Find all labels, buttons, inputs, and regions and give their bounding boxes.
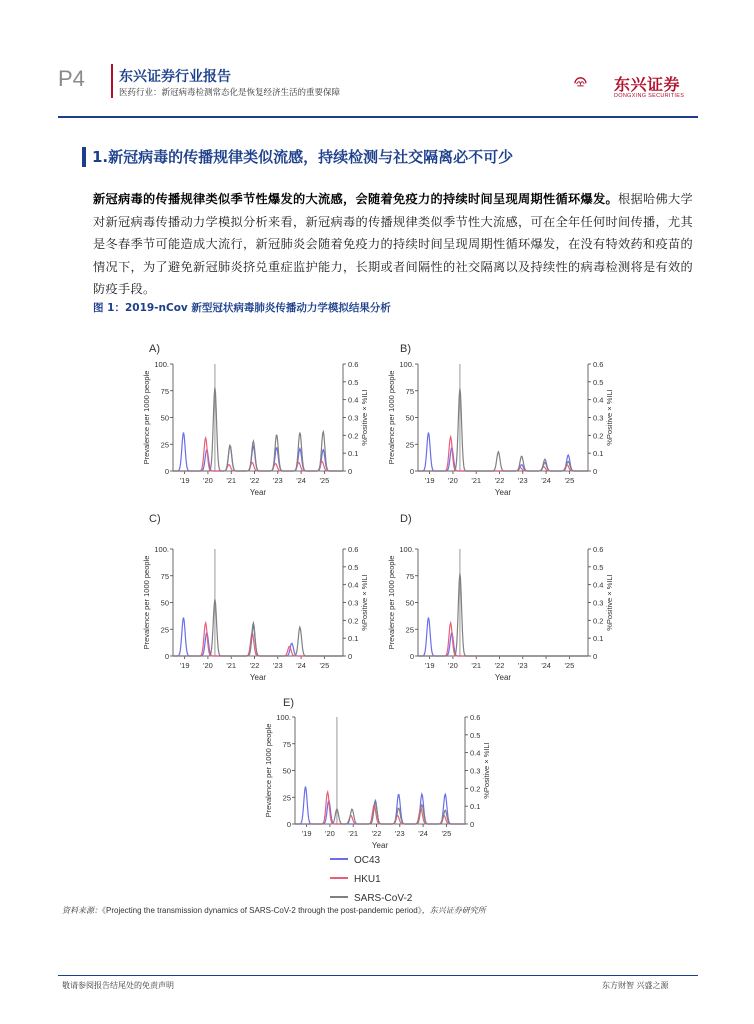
source-suffix: ，东兴证券研究所	[421, 906, 486, 915]
y2-tick-label: 0.1	[348, 634, 359, 644]
source-prefix: 资料来源：	[62, 906, 102, 915]
y2-axis-label: %Positive × %ILI	[482, 742, 491, 799]
y2-tick-label: 0	[470, 820, 475, 829]
x-tick-label: '19	[424, 661, 435, 670]
y2-tick-label: 0.3	[348, 598, 359, 608]
series-line-sars-cov-2	[173, 388, 343, 471]
x-tick-label: '23	[517, 661, 528, 670]
y2-tick-label: 0	[348, 467, 353, 476]
y-tick-label: 75	[405, 386, 414, 396]
y-tick-label: 0	[409, 652, 414, 661]
y2-tick-label: 0.5	[348, 562, 359, 572]
y-axis-label: Prevalence per 1000 people	[142, 370, 151, 465]
x-axis-label: Year	[249, 673, 267, 682]
y-tick-label: 75	[282, 739, 291, 749]
footer-disclaimer: 敬请参阅报告结尾处的免责声明	[62, 981, 174, 990]
legend-label: OC43	[354, 855, 381, 866]
series-line-oc43	[418, 617, 588, 656]
y-tick-label: 50	[282, 766, 291, 776]
panel-label: D)	[400, 513, 412, 525]
y-axis-label: Prevalence per 1000 people	[387, 370, 396, 465]
x-tick-label: '20	[203, 476, 213, 485]
y2-tick-label: 0.3	[593, 413, 604, 423]
x-tick-label: '19	[179, 661, 190, 670]
x-axis-label: Year	[494, 673, 512, 682]
y2-tick-label: 0.5	[593, 562, 604, 572]
footer-slogan: 东方财智 兴盛之源	[602, 981, 669, 990]
panel-label: A)	[149, 343, 160, 355]
y-tick-label: 100.	[154, 360, 169, 369]
y-tick-label: 100.	[276, 713, 291, 722]
y2-tick-label: 0.4	[348, 580, 359, 590]
x-tick-label: '24	[541, 476, 551, 485]
y2-tick-label: 0.6	[348, 360, 359, 369]
x-tick-label: '22	[371, 829, 382, 838]
y-tick-label: 50	[405, 413, 414, 423]
logo-english: DONGXING SECURITIES	[614, 93, 685, 99]
y-tick-label: 100.	[399, 545, 414, 554]
source-note	[62, 905, 486, 916]
y2-tick-label: 0.4	[348, 395, 359, 405]
y-tick-label: 100.	[399, 360, 414, 369]
series-line-sars-cov-2	[418, 574, 588, 656]
x-tick-label: '19	[179, 476, 190, 485]
x-tick-label: '24	[296, 476, 306, 485]
x-tick-label: '21	[471, 661, 482, 670]
x-axis-label: Year	[371, 841, 389, 850]
y2-tick-label: 0.2	[593, 431, 604, 441]
y2-tick-label: 0.5	[470, 730, 481, 740]
y-axis-label: Prevalence per 1000 people	[142, 555, 151, 650]
series-line-sars-cov-2	[173, 599, 343, 656]
y2-axis-label: %Positive × %ILI	[360, 574, 369, 631]
series-line-oc43	[418, 432, 588, 471]
y-tick-label: 75	[405, 571, 414, 581]
y2-tick-label: 0	[348, 652, 353, 661]
y2-tick-label: 0.6	[470, 713, 481, 722]
y2-axis-label: %Positive × %ILI	[605, 389, 614, 446]
series-line-oc43	[173, 617, 343, 656]
report-title: 东兴证券行业报告	[119, 69, 231, 85]
x-tick-label: '21	[348, 829, 359, 838]
x-tick-label: '22	[249, 476, 260, 485]
series-line-oc43	[295, 787, 465, 824]
y2-axis-label: %Positive × %ILI	[605, 574, 614, 631]
x-tick-label: '23	[272, 476, 283, 485]
x-tick-label: '24	[541, 661, 551, 670]
y-tick-label: 50	[160, 413, 169, 423]
y2-tick-label: 0.2	[348, 616, 359, 626]
panel-label: E)	[283, 697, 294, 709]
x-tick-label: '25	[319, 476, 330, 485]
y-tick-label: 75	[160, 571, 169, 581]
legend-label: SARS-CoV-2	[354, 893, 413, 904]
x-tick-label: '20	[325, 829, 335, 838]
figure-caption: 图 1：2019-nCov 新型冠状病毒肺炎传播动力学模拟结果分析	[93, 302, 391, 314]
x-tick-label: '25	[319, 661, 330, 670]
series-line-hku1	[418, 623, 588, 656]
y-tick-label: 25	[160, 625, 169, 635]
y-tick-label: 75	[160, 386, 169, 396]
paragraph-lead: 新冠病毒的传播规律类似季节性爆发的大流感，会随着免疫力的持续时间呈现周期性循环爆发。	[93, 192, 618, 206]
x-tick-label: '20	[203, 661, 213, 670]
series-line-hku1	[173, 438, 343, 471]
y2-tick-label: 0.2	[593, 616, 604, 626]
y2-tick-label: 0.4	[593, 580, 604, 590]
x-tick-label: '21	[226, 476, 237, 485]
x-axis-label: Year	[494, 488, 512, 497]
x-tick-label: '19	[301, 829, 312, 838]
y-tick-label: 0	[164, 652, 169, 661]
y-tick-label: 0	[164, 467, 169, 476]
y2-tick-label: 0.1	[470, 802, 481, 812]
y2-tick-label: 0.6	[348, 545, 359, 554]
logo-text: 东兴证券	[614, 75, 681, 94]
series-line-hku1	[173, 623, 343, 656]
y-tick-label: 0	[286, 820, 291, 829]
y2-tick-label: 0.1	[348, 449, 359, 459]
legend-label: HKU1	[354, 874, 381, 885]
y2-tick-label: 0.4	[470, 748, 481, 758]
y-tick-label: 100.	[154, 545, 169, 554]
y-tick-label: 25	[405, 440, 414, 450]
source-title: 《Projecting the transmission dynamics of SARS-CoV-2 through the post-pandemic period》	[102, 906, 422, 915]
section-title: 1.新冠病毒的传播规律类似流感，持续检测与社交隔离必不可少	[92, 148, 514, 166]
y2-tick-label: 0.5	[348, 377, 359, 387]
x-tick-label: '19	[424, 476, 435, 485]
y-axis-label: Prevalence per 1000 people	[387, 555, 396, 650]
series-line-oc43	[173, 432, 343, 471]
y2-tick-label: 0.5	[593, 377, 604, 387]
x-tick-label: '21	[226, 661, 237, 670]
y-tick-label: 25	[160, 440, 169, 450]
panel-label: C)	[149, 513, 161, 525]
series-line-sars-cov-2	[418, 389, 588, 471]
y-tick-label: 25	[282, 793, 291, 803]
y2-tick-label: 0	[593, 652, 598, 661]
paragraph-body: 根据哈佛大学对新冠病毒传播动力学模拟分析来看，新冠病毒的传播规律类似季节性大流感，可在全年任何时间传播，尤其是冬春季节可能造成大流行，新冠肺炎会随着免疫力的持续时间呈现周期性循环爆发，在没有特效药和疫苗的情况下，为了避免新冠肺炎挤兑重症监护能力，长期或者间隔性的社交隔离以及持续性的病毒检测将是有效的防疫手段。	[93, 192, 693, 297]
y-axis-label: Prevalence per 1000 people	[264, 723, 273, 818]
x-tick-label: '21	[471, 476, 482, 485]
y2-tick-label: 0.3	[593, 598, 604, 608]
page-number: P4	[58, 66, 85, 91]
y2-tick-label: 0	[593, 467, 598, 476]
x-tick-label: '20	[448, 476, 458, 485]
x-tick-label: '24	[296, 661, 306, 670]
series-line-hku1	[295, 792, 465, 824]
y2-tick-label: 0.3	[348, 413, 359, 423]
y-tick-label: 25	[405, 625, 414, 635]
y2-tick-label: 0.4	[593, 395, 604, 405]
x-tick-label: '22	[494, 476, 505, 485]
panel-label: B)	[400, 343, 411, 355]
y2-tick-label: 0.1	[593, 449, 604, 459]
x-tick-label: '23	[394, 829, 405, 838]
y2-axis-label: %Positive × %ILI	[360, 389, 369, 446]
x-tick-label: '25	[564, 661, 575, 670]
x-tick-label: '20	[448, 661, 458, 670]
x-axis-label: Year	[249, 488, 267, 497]
y-tick-label: 50	[160, 598, 169, 608]
report-subtitle: 医药行业：新冠病毒检测常态化是恢复经济生活的重要保障	[119, 88, 341, 98]
x-tick-label: '23	[517, 476, 528, 485]
x-tick-label: '22	[494, 661, 505, 670]
x-tick-label: '22	[249, 661, 260, 670]
y-tick-label: 50	[405, 598, 414, 608]
y2-tick-label: 0.2	[348, 431, 359, 441]
x-tick-label: '24	[418, 829, 428, 838]
x-tick-label: '23	[272, 661, 283, 670]
y2-tick-label: 0.6	[593, 545, 604, 554]
y-tick-label: 0	[409, 467, 414, 476]
y2-tick-label: 0.2	[470, 784, 481, 794]
y2-tick-label: 0.3	[470, 766, 481, 776]
series-line-hku1	[418, 437, 588, 471]
series-line-sars-cov-2	[295, 803, 465, 824]
footer-rule	[58, 975, 698, 976]
y2-tick-label: 0.6	[593, 360, 604, 369]
y2-tick-label: 0.1	[593, 634, 604, 644]
x-tick-label: '25	[564, 476, 575, 485]
x-tick-label: '25	[441, 829, 452, 838]
